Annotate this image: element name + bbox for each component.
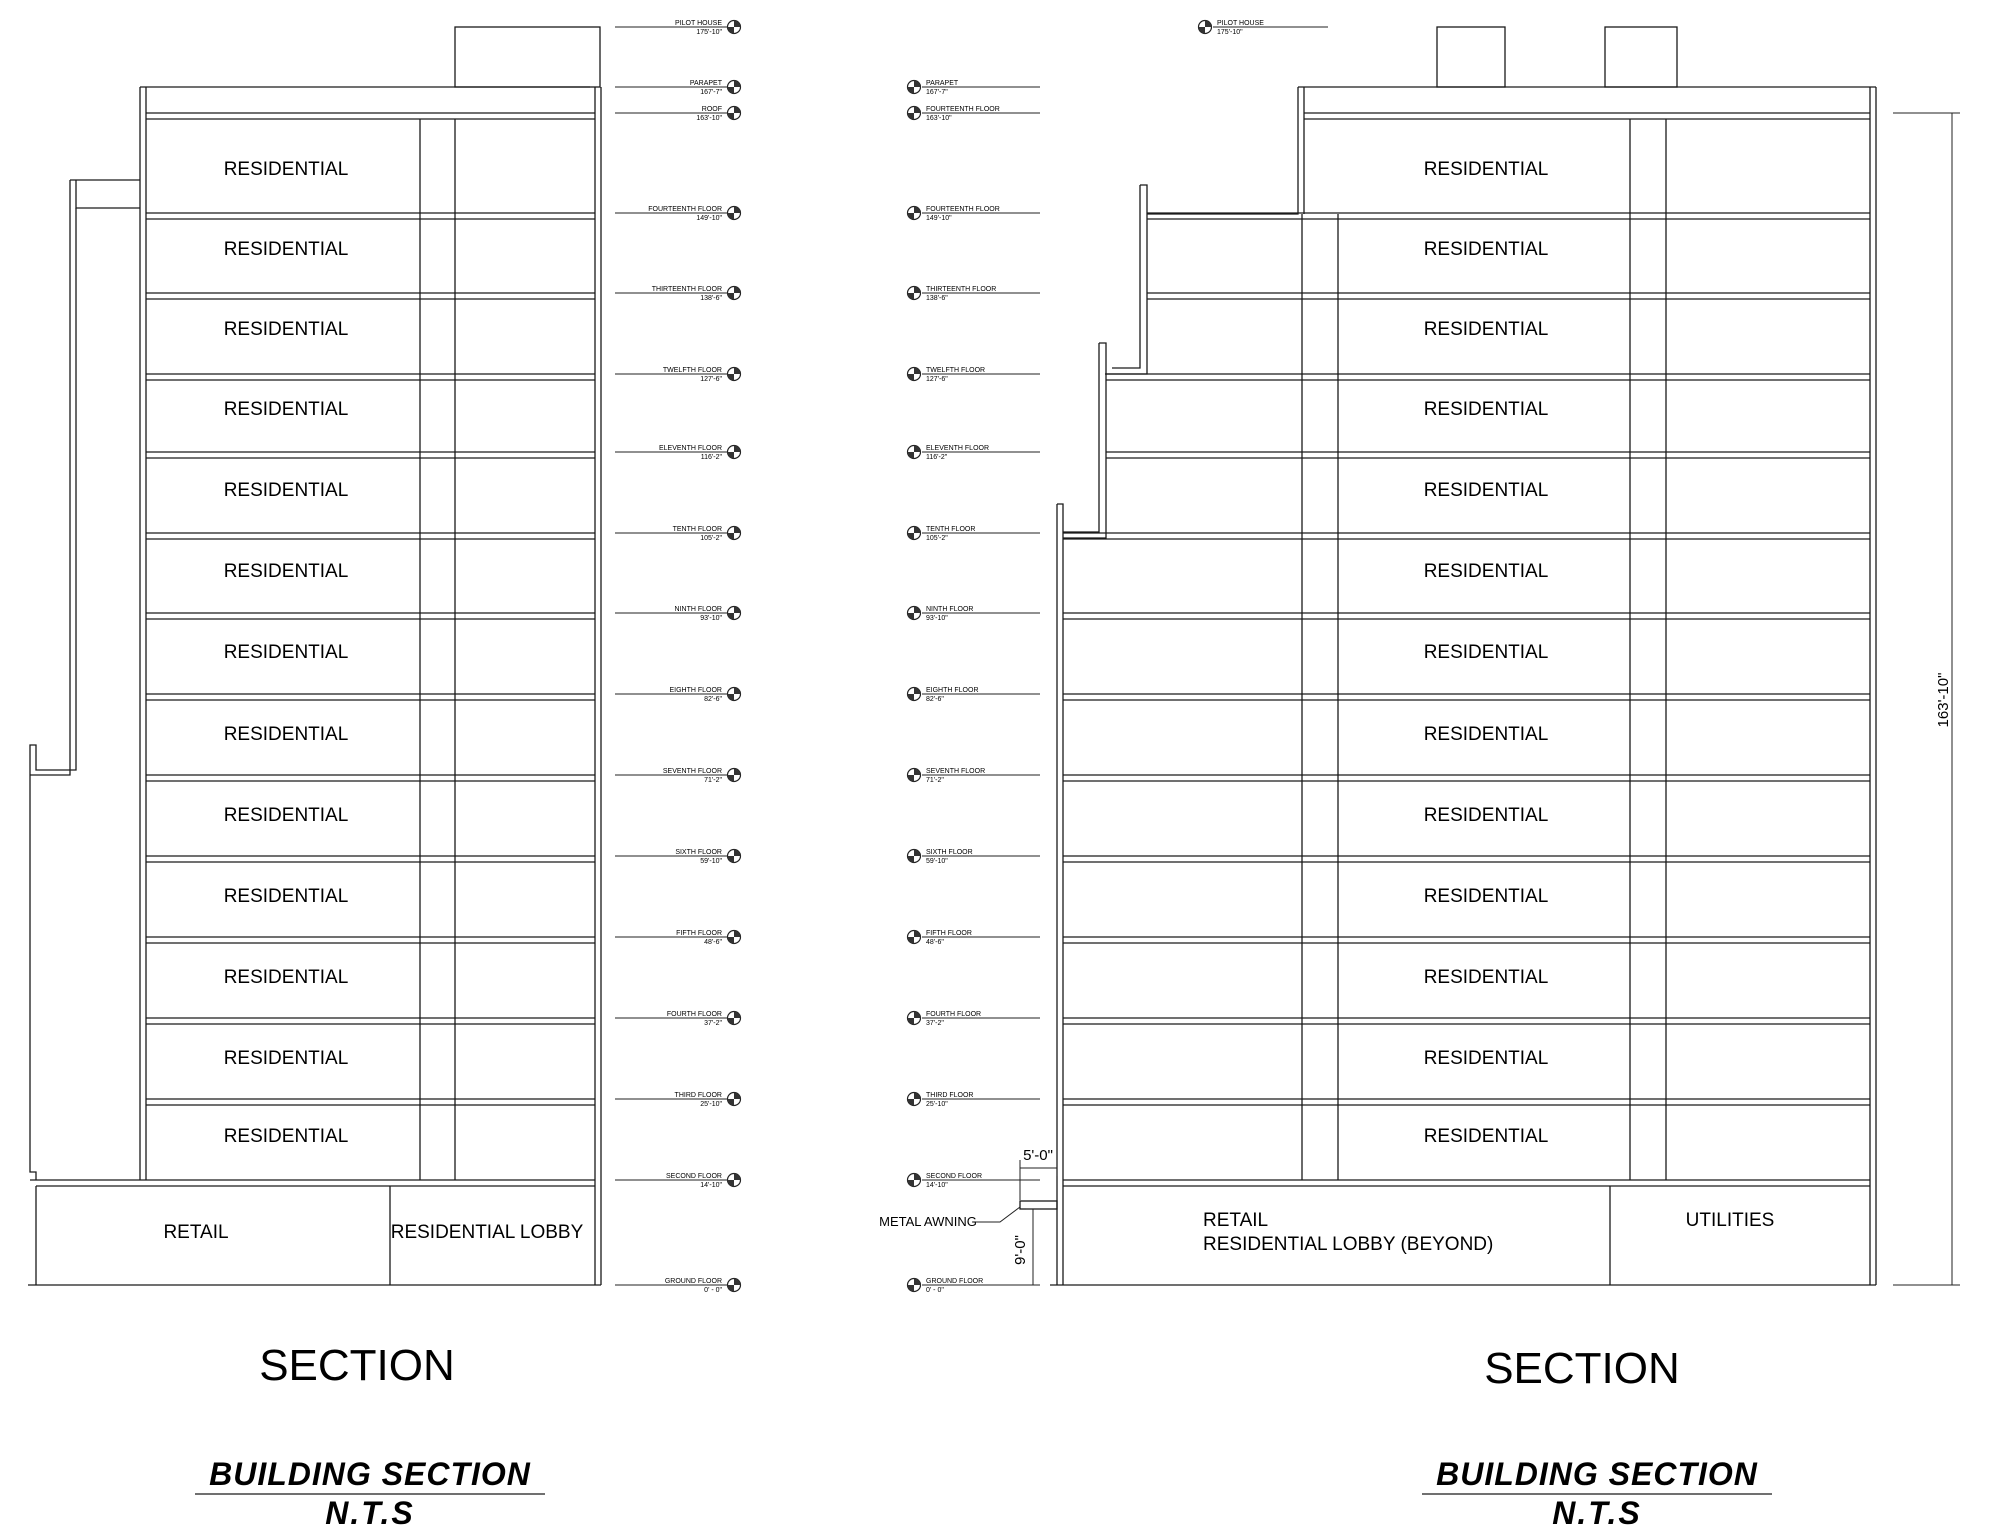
left-retail-label: RETAIL — [163, 1222, 229, 1243]
right-level-name: PILOT HOUSE — [1217, 20, 1264, 27]
right-residential-label: RESIDENTIAL — [1423, 159, 1549, 180]
left-level-marker — [615, 80, 741, 96]
right-level-name: TWELFTH FLOOR — [926, 367, 986, 374]
right-pilot-house-1 — [1437, 27, 1505, 87]
left-residential-label: RESIDENTIAL — [223, 724, 349, 745]
right-level-marker — [908, 367, 1041, 383]
right-residential-label: RESIDENTIAL — [1423, 239, 1549, 260]
left-level-elevation: 167'-7" — [700, 89, 722, 96]
right-retail-label: RETAIL — [1203, 1210, 1269, 1231]
right-residential-label: RESIDENTIAL — [1423, 480, 1549, 501]
left-level-name: ROOF — [701, 106, 722, 113]
level-marker-icon — [908, 81, 921, 94]
left-level-elevation: 0' - 0" — [704, 1287, 722, 1294]
right-residential-label: RESIDENTIAL — [1423, 1126, 1549, 1147]
left-level-elevation: 59'-10" — [700, 858, 722, 865]
left-level-elevation: 37'-2" — [704, 1020, 722, 1027]
level-marker-icon — [908, 527, 921, 540]
left-level-elevation: 82'-6" — [704, 696, 722, 703]
right-utilities-label: UTILITIES — [1685, 1210, 1775, 1231]
left-level-markers — [615, 20, 741, 1294]
level-marker-icon — [908, 769, 921, 782]
right-level-marker — [908, 526, 1041, 542]
awning-width-dim: 5'-0" — [1023, 1147, 1053, 1164]
left-level-marker — [615, 930, 741, 946]
level-marker-icon — [908, 1012, 921, 1025]
right-section-title: SECTION — [1484, 1344, 1680, 1393]
right-level-name: FOURTH FLOOR — [926, 1011, 982, 1018]
level-marker-icon — [908, 607, 921, 620]
left-level-marker — [615, 526, 741, 542]
right-level-name: FOURTEENTH FLOOR — [926, 206, 1000, 213]
right-level-elevation: 0' - 0" — [926, 1287, 944, 1294]
right-level-marker — [908, 1278, 1041, 1294]
right-level-marker — [908, 106, 1041, 122]
left-residential-label: RESIDENTIAL — [223, 159, 349, 180]
right-level-name: NINTH FLOOR — [926, 606, 974, 613]
awning-height-dim: 9'-0" — [1012, 1235, 1029, 1265]
left-level-marker — [615, 1173, 741, 1189]
left-level-elevation: 175'-10" — [696, 29, 722, 36]
left-residential-label: RESIDENTIAL — [223, 1126, 349, 1147]
right-level-elevation: 71'-2" — [926, 777, 944, 784]
left-level-elevation: 93'-10" — [700, 615, 722, 622]
level-marker-icon — [728, 931, 741, 944]
right-level-name: SEVENTH FLOOR — [926, 768, 986, 775]
left-residential-label: RESIDENTIAL — [223, 239, 349, 260]
left-level-elevation: 138'-6" — [700, 295, 722, 302]
left-level-name: TWELFTH FLOOR — [662, 367, 722, 374]
right-level-name: ELEVENTH FLOOR — [926, 445, 990, 452]
level-marker-icon — [728, 1012, 741, 1025]
right-level-marker — [908, 206, 1041, 222]
right-scale-label: N.T.S — [1552, 1495, 1642, 1531]
left-level-elevation: 163'-10" — [696, 115, 722, 122]
right-level-name: FIFTH FLOOR — [926, 930, 972, 937]
left-level-name: PARAPET — [689, 80, 722, 87]
right-residential-label: RESIDENTIAL — [1423, 886, 1549, 907]
left-level-elevation: 14'-10" — [700, 1182, 722, 1189]
right-level-marker — [908, 80, 1041, 96]
right-level-elevation: 167'-7" — [926, 89, 948, 96]
right-level-name: EIGHTH FLOOR — [926, 687, 979, 694]
level-marker-icon — [908, 446, 921, 459]
right-level-elevation: 82'-6" — [926, 696, 944, 703]
left-residential-label: RESIDENTIAL — [223, 561, 349, 582]
right-level-elevation: 37'-2" — [926, 1020, 944, 1027]
right-level-elevation: 93'-10" — [926, 615, 948, 622]
left-building-section-title: BUILDING SECTION — [209, 1456, 531, 1492]
left-level-marker — [615, 1278, 741, 1294]
left-scale-label: N.T.S — [325, 1495, 415, 1531]
right-level-marker — [908, 930, 1041, 946]
right-residential-label: RESIDENTIAL — [1423, 642, 1549, 663]
level-marker-icon — [728, 769, 741, 782]
level-marker-icon — [728, 368, 741, 381]
level-marker-icon — [908, 850, 921, 863]
left-level-name: TENTH FLOOR — [672, 526, 722, 533]
level-marker-icon — [728, 1093, 741, 1106]
right-level-elevation: 127'-6" — [926, 376, 948, 383]
level-marker-icon — [908, 1279, 921, 1292]
left-level-name: EIGHTH FLOOR — [669, 687, 722, 694]
left-level-marker — [615, 206, 741, 222]
left-level-name: FOURTEENTH FLOOR — [648, 206, 722, 213]
right-level-name: TENTH FLOOR — [926, 526, 976, 533]
right-level-elevation: 14'-10" — [926, 1182, 948, 1189]
right-level-elevation: 175'-10" — [1217, 29, 1243, 36]
right-level-name: THIRD FLOOR — [926, 1092, 974, 1099]
left-level-name: GROUND FLOOR — [664, 1278, 722, 1285]
right-level-name: GROUND FLOOR — [926, 1278, 984, 1285]
left-level-name: NINTH FLOOR — [674, 606, 722, 613]
left-level-marker — [615, 768, 741, 784]
left-level-marker — [615, 606, 741, 622]
right-level-marker — [908, 1092, 1041, 1108]
left-section-title: SECTION — [259, 1341, 455, 1390]
level-marker-icon — [728, 527, 741, 540]
left-level-elevation: 149'-10" — [696, 215, 722, 222]
level-marker-icon — [728, 850, 741, 863]
right-level-elevation: 116'-2" — [926, 454, 948, 461]
right-level-name: FOURTEENTH FLOOR — [926, 106, 1000, 113]
left-residential-label: RESIDENTIAL — [223, 480, 349, 501]
right-level-marker — [908, 286, 1041, 302]
right-level-elevation: 149'-10" — [926, 215, 952, 222]
right-level-name: THIRTEENTH FLOOR — [926, 286, 997, 293]
level-marker-icon — [728, 446, 741, 459]
left-level-marker — [615, 106, 741, 122]
level-marker-icon — [908, 368, 921, 381]
left-level-elevation: 116'-2" — [700, 454, 722, 461]
overall-height-dimension — [1893, 113, 1960, 1285]
right-level-elevation: 138'-6" — [926, 295, 948, 302]
left-level-elevation: 48'-6" — [704, 939, 722, 946]
left-building-section — [28, 27, 601, 1285]
level-marker-icon — [728, 287, 741, 300]
right-level-marker — [908, 768, 1041, 784]
right-level-elevation: 59'-10" — [926, 858, 948, 865]
left-level-marker — [615, 286, 741, 302]
left-residential-label: RESIDENTIAL — [223, 399, 349, 420]
left-lobby-label: RESIDENTIAL LOBBY — [390, 1222, 584, 1243]
left-level-marker — [615, 849, 741, 865]
right-residential-label: RESIDENTIAL — [1423, 805, 1549, 826]
level-marker-icon — [908, 688, 921, 701]
left-level-name: SECOND FLOOR — [665, 1173, 722, 1180]
left-level-marker — [615, 1092, 741, 1108]
awning-note: METAL AWNING — [879, 1214, 977, 1229]
right-residential-label: RESIDENTIAL — [1423, 561, 1549, 582]
right-residential-label: RESIDENTIAL — [1423, 1048, 1549, 1069]
level-marker-icon — [908, 107, 921, 120]
left-level-elevation: 25'-10" — [700, 1101, 722, 1108]
left-level-name: THIRD FLOOR — [674, 1092, 722, 1099]
right-residential-label: RESIDENTIAL — [1423, 399, 1549, 420]
right-level-marker — [908, 445, 1041, 461]
left-level-elevation: 127'-6" — [700, 376, 722, 383]
level-marker-icon — [728, 688, 741, 701]
level-marker-icon — [728, 607, 741, 620]
metal-awning — [879, 1147, 1057, 1285]
left-residential-label: RESIDENTIAL — [223, 805, 349, 826]
left-residential-label: RESIDENTIAL — [223, 967, 349, 988]
right-level-name: SECOND FLOOR — [926, 1173, 983, 1180]
level-marker-icon — [908, 1174, 921, 1187]
left-level-name: THIRTEENTH FLOOR — [651, 286, 722, 293]
level-marker-icon — [1199, 21, 1212, 34]
right-level-markers — [908, 20, 1329, 1294]
left-level-name: FIFTH FLOOR — [676, 930, 722, 937]
right-level-elevation: 48'-6" — [926, 939, 944, 946]
left-level-elevation: 105'-2" — [700, 535, 722, 542]
level-marker-icon — [908, 931, 921, 944]
level-marker-icon — [908, 287, 921, 300]
left-level-marker — [615, 20, 741, 36]
left-level-name: PILOT HOUSE — [675, 20, 722, 27]
right-building-section-title: BUILDING SECTION — [1436, 1456, 1758, 1492]
left-level-marker — [615, 367, 741, 383]
left-level-marker — [615, 687, 741, 703]
right-building-section — [879, 27, 1960, 1285]
left-level-name: ELEVENTH FLOOR — [658, 445, 722, 452]
level-marker-icon — [728, 21, 741, 34]
right-level-marker — [908, 849, 1041, 865]
right-level-name: SIXTH FLOOR — [926, 849, 973, 856]
right-residential-label: RESIDENTIAL — [1423, 967, 1549, 988]
left-level-marker — [615, 445, 741, 461]
right-level-elevation: 25'-10" — [926, 1101, 948, 1108]
level-marker-icon — [728, 81, 741, 94]
right-level-elevation: 105'-2" — [926, 535, 948, 542]
right-level-marker — [908, 606, 1041, 622]
right-residential-label: RESIDENTIAL — [1423, 724, 1549, 745]
left-level-elevation: 71'-2" — [704, 777, 722, 784]
level-marker-icon — [728, 1279, 741, 1292]
level-marker-icon — [908, 1093, 921, 1106]
right-level-marker — [908, 687, 1041, 703]
level-marker-icon — [728, 207, 741, 220]
level-marker-icon — [728, 1174, 741, 1187]
level-marker-icon — [728, 107, 741, 120]
left-pilot-house — [455, 27, 600, 87]
left-residential-label: RESIDENTIAL — [223, 642, 349, 663]
left-residential-label: RESIDENTIAL — [223, 886, 349, 907]
left-level-name: SIXTH FLOOR — [675, 849, 722, 856]
left-level-marker — [615, 1011, 741, 1027]
left-level-name: SEVENTH FLOOR — [662, 768, 722, 775]
right-level-elevation: 163'-10" — [926, 115, 952, 122]
right-lobby-beyond-label: RESIDENTIAL LOBBY (BEYOND) — [1203, 1234, 1494, 1255]
right-level-marker — [908, 1011, 1041, 1027]
right-level-name: PARAPET — [926, 80, 959, 87]
right-level-marker — [1199, 20, 1329, 36]
left-residential-label: RESIDENTIAL — [223, 319, 349, 340]
overall-height-text: 163'-10" — [1935, 672, 1952, 728]
right-pilot-house-2 — [1605, 27, 1677, 87]
left-residential-label: RESIDENTIAL — [223, 1048, 349, 1069]
level-marker-icon — [908, 207, 921, 220]
left-level-name: FOURTH FLOOR — [666, 1011, 722, 1018]
right-residential-label: RESIDENTIAL — [1423, 319, 1549, 340]
